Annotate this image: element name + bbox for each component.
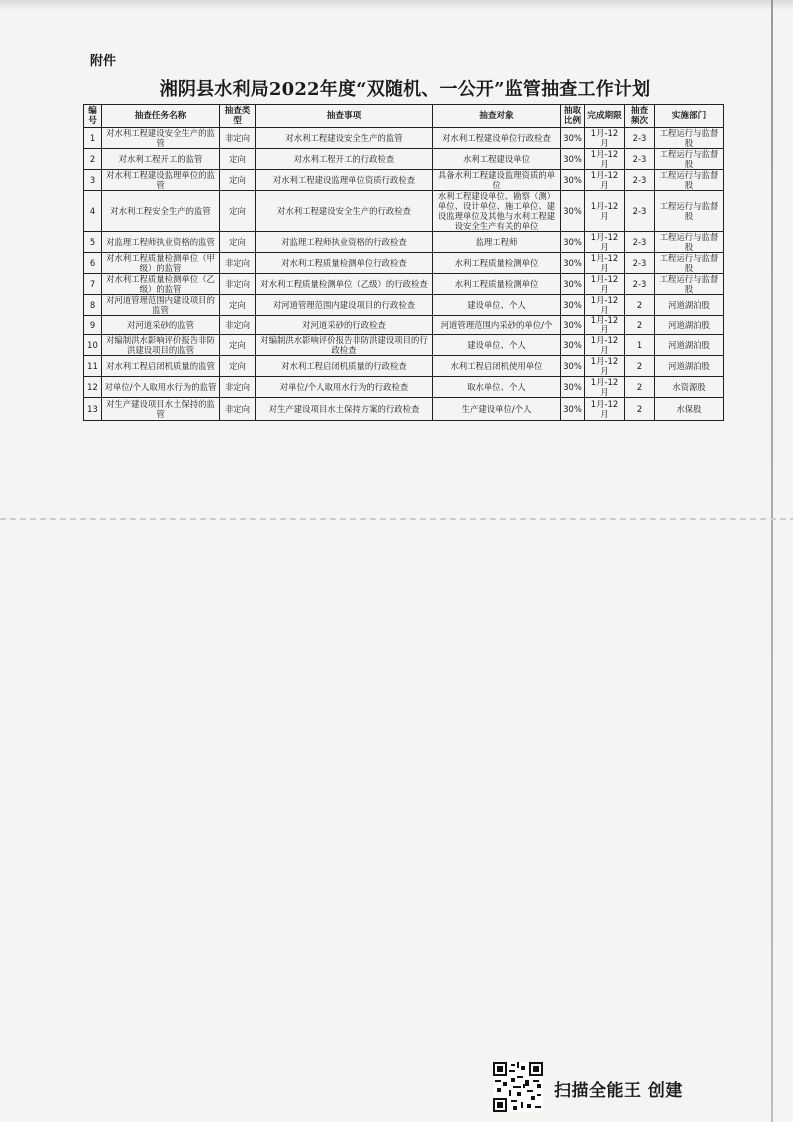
table-cell: 1月-12月 [585,295,625,316]
table-cell: 非定向 [220,128,256,149]
table-cell: 水利工程建设单位 [433,149,561,170]
table-cell: 河道湖泊股 [655,316,724,335]
table-cell: 对生产建设项目水土保持方案的行政检查 [256,398,433,421]
table-cell: 6 [84,253,102,274]
table-cell: 对水利工程质量检测单位行政检查 [256,253,433,274]
table-cell: 2-3 [625,232,655,253]
annex-label: 附件 [90,54,117,69]
table-cell: 工程运行与监督股 [655,274,724,295]
table-cell: 河道管理范围内采砂的单位/个 [433,316,561,335]
table-cell: 定向 [220,232,256,253]
table-row [84,232,724,253]
table-row [84,295,724,316]
table-cell: 对河道管理范围内建设项目的监管 [102,295,220,316]
table-cell: 1月-12月 [585,356,625,377]
table-cell: 30% [561,398,585,421]
table-cell: 取水单位、个人 [433,377,561,398]
table-cell: 河道湖泊股 [655,335,724,356]
table-cell: 2-3 [625,253,655,274]
page-top-shadow [0,0,793,10]
table-cell: 10 [84,335,102,356]
table-header-row [84,105,724,128]
header-cell: 抽查频次 [625,105,655,128]
document-title: 湘阴县水利局2022年度“双随机、一公开”监管抽查工作计划 [159,79,651,100]
table-cell: 对水利工程启闭机质量的监管 [102,356,220,377]
table-cell: 2 [625,377,655,398]
table-cell: 对水利工程开工的行政检查 [256,149,433,170]
table-cell: 河道湖泊股 [655,356,724,377]
table-row [84,335,724,356]
table-cell: 30% [561,128,585,149]
table-row [84,316,724,335]
header-cell: 抽查类型 [220,105,256,128]
scanner-watermark-text: 扫描全能王 创建 [554,1081,683,1101]
table-cell: 对单位/个人取用水行为的监管 [102,377,220,398]
table-cell: 对水利工程建设单位行政检查 [433,128,561,149]
table-cell: 1月-12月 [585,377,625,398]
table-cell: 定向 [220,335,256,356]
table-cell: 水利工程质量检测单位 [433,253,561,274]
table-cell: 水利工程质量检测单位 [433,274,561,295]
table-cell: 对水利工程建设安全生产的行政检查 [256,191,433,232]
table-cell: 30% [561,232,585,253]
header-cell: 抽查事项 [256,105,433,128]
table-cell: 2-3 [625,191,655,232]
table-cell: 对水利工程安全生产的监管 [102,191,220,232]
table-cell: 对河道采砂的监管 [102,316,220,335]
qr-code-icon [493,1062,543,1112]
header-cell: 实施部门 [655,105,724,128]
table-cell: 2 [84,149,102,170]
table-cell: 河道湖泊股 [655,295,724,316]
table-cell: 30% [561,356,585,377]
table-cell: 非定向 [220,253,256,274]
table-cell: 1月-12月 [585,128,625,149]
table-cell: 对水利工程质量检测单位（乙级）的行政检查 [256,274,433,295]
page-right-edge [771,0,773,1122]
table-cell: 工程运行与监督股 [655,253,724,274]
table-row [84,274,724,295]
table-cell: 对水利工程建设安全生产的监管 [256,128,433,149]
header-cell: 抽查任务名称 [102,105,220,128]
table-cell: 对单位/个人取用水行为的行政检查 [256,377,433,398]
table-body [84,128,724,421]
table-cell: 30% [561,377,585,398]
table-cell: 工程运行与监督股 [655,232,724,253]
table-cell: 1 [84,128,102,149]
table-cell: 水保股 [655,398,724,421]
table-cell: 30% [561,191,585,232]
table-cell: 工程运行与监督股 [655,149,724,170]
scan-artifact-line [0,518,793,520]
inspection-plan-table [83,104,724,421]
table-cell: 1月-12月 [585,316,625,335]
table-cell: 水利工程建设单位、勘察（测）单位、设计单位、施工单位、建设监理单位及其他与水利工程建设安全生产有关的单位 [433,191,561,232]
table-row [84,191,724,232]
header-cell: 抽取比例 [561,105,585,128]
table-cell: 30% [561,316,585,335]
table-row [84,149,724,170]
table-cell: 对水利工程建设监理单位的监管 [102,170,220,191]
table-cell: 生产建设单位/个人 [433,398,561,421]
table-row [84,398,724,421]
header-cell: 完成期限 [585,105,625,128]
table-row [84,128,724,149]
table-cell: 1月-12月 [585,170,625,191]
table-cell: 1月-12月 [585,274,625,295]
table-cell: 工程运行与监督股 [655,170,724,191]
table-cell: 定向 [220,356,256,377]
table-cell: 2 [625,356,655,377]
table-cell: 1月-12月 [585,253,625,274]
table-cell: 7 [84,274,102,295]
table-cell: 非定向 [220,398,256,421]
table-cell: 2 [625,398,655,421]
table-cell: 30% [561,335,585,356]
table-cell: 对水利工程开工的监管 [102,149,220,170]
table-cell: 水资源股 [655,377,724,398]
table-cell: 定向 [220,191,256,232]
table-cell: 监理工程师 [433,232,561,253]
table-row [84,253,724,274]
table-cell: 对编制洪水影响评价报告非防洪建设项目的监管 [102,335,220,356]
table-cell: 1月-12月 [585,232,625,253]
table-cell: 工程运行与监督股 [655,191,724,232]
table-cell: 定向 [220,295,256,316]
table-cell: 对监理工程师执业资格的行政检查 [256,232,433,253]
table-cell: 2-3 [625,170,655,191]
table-cell: 对水利工程质量检测单位（乙级）的监管 [102,274,220,295]
table-cell: 5 [84,232,102,253]
table-cell: 水利工程启闭机使用单位 [433,356,561,377]
table-cell: 2-3 [625,274,655,295]
table-cell: 30% [561,170,585,191]
header-cell: 编号 [84,105,102,128]
table-cell: 8 [84,295,102,316]
table-cell: 对编制洪水影响评价报告非防洪建设项目的行政检查 [256,335,433,356]
table-cell: 非定向 [220,316,256,335]
table-cell: 9 [84,316,102,335]
header-cell: 抽查对象 [433,105,561,128]
table-cell: 4 [84,191,102,232]
table-cell: 1月-12月 [585,335,625,356]
table-cell: 30% [561,149,585,170]
table-cell: 建设单位、个人 [433,335,561,356]
table-cell: 定向 [220,170,256,191]
table-cell: 定向 [220,149,256,170]
table-cell: 对水利工程启闭机质量的行政检查 [256,356,433,377]
table-cell: 13 [84,398,102,421]
table-cell: 对水利工程建设监理单位资质行政检查 [256,170,433,191]
table-row [84,170,724,191]
table-cell: 对监理工程师执业资格的监管 [102,232,220,253]
table-row [84,377,724,398]
table-cell: 2 [625,295,655,316]
table-cell: 12 [84,377,102,398]
table-cell: 3 [84,170,102,191]
table-cell: 具备水利工程建设监理资质的单位 [433,170,561,191]
table-cell: 30% [561,253,585,274]
table-cell: 对水利工程建设安全生产的监管 [102,128,220,149]
table-cell: 2-3 [625,128,655,149]
table-cell: 工程运行与监督股 [655,128,724,149]
table-cell: 30% [561,295,585,316]
table-cell: 30% [561,274,585,295]
table-row [84,356,724,377]
table-cell: 11 [84,356,102,377]
table-cell: 2 [625,316,655,335]
table-cell: 非定向 [220,377,256,398]
table-cell: 1 [625,335,655,356]
table-cell: 1月-12月 [585,398,625,421]
table-cell: 1月-12月 [585,149,625,170]
table-cell: 对河道采砂的行政检查 [256,316,433,335]
table-cell: 建设单位、个人 [433,295,561,316]
table-cell: 对生产建设项目水土保持的监管 [102,398,220,421]
table-cell: 对河道管理范围内建设项目的行政检查 [256,295,433,316]
table-cell: 2-3 [625,149,655,170]
table-cell: 1月-12月 [585,191,625,232]
table-cell: 非定向 [220,274,256,295]
table-cell: 对水利工程质量检测单位（甲级）的监管 [102,253,220,274]
